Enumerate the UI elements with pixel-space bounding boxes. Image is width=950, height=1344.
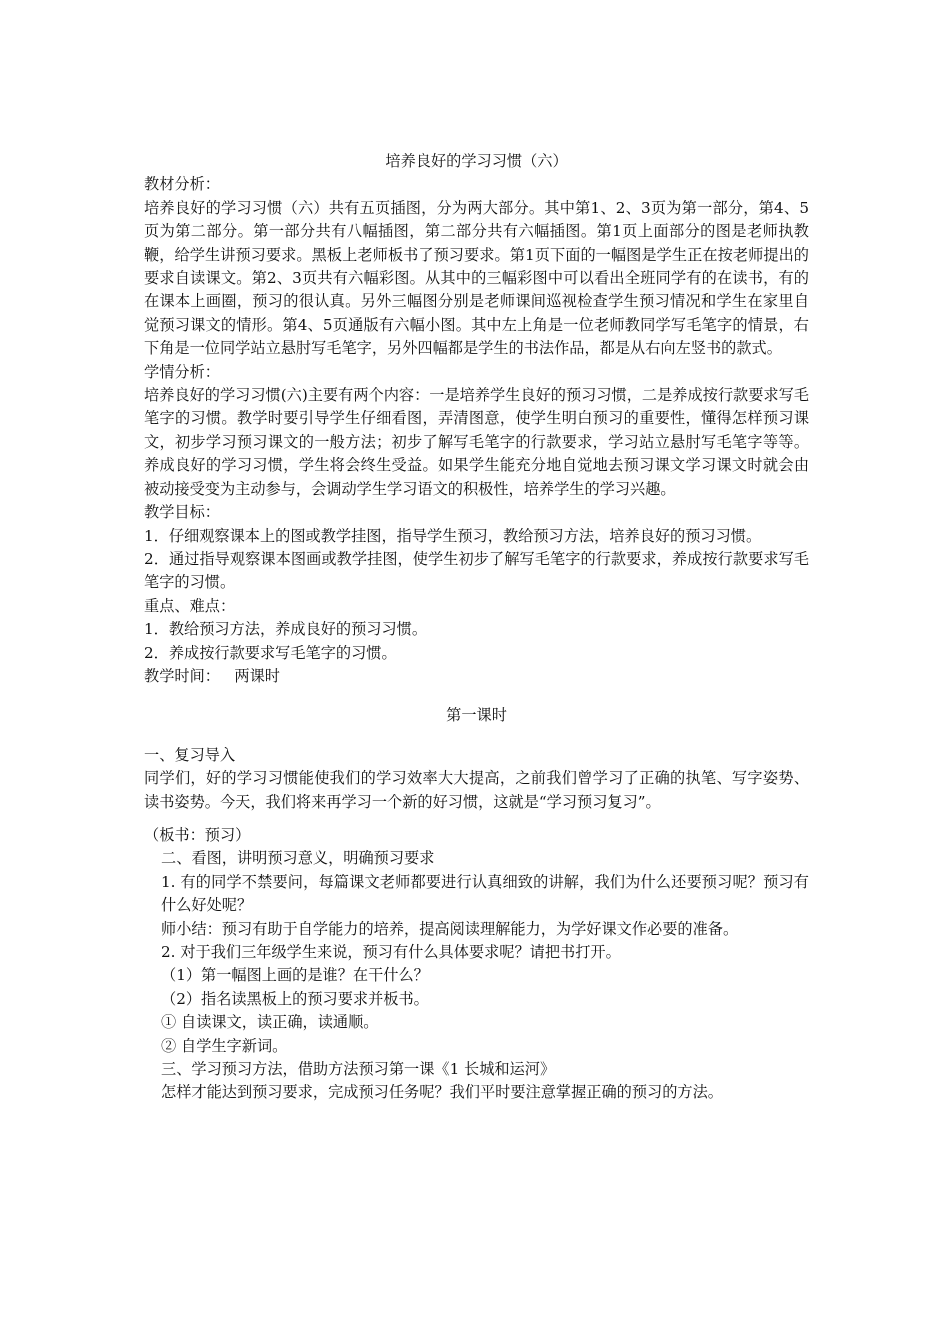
- part3-heading: 三、学习预习方法，借助方法预习第一课《1 长城和运河》: [161, 1060, 556, 1079]
- document-page: [144, 150, 809, 1105]
- document-title: 培养良好的学习习惯（六）: [385, 152, 568, 170]
- question-2a: （1）第一幅图上画的是谁？在干什么？: [161, 966, 429, 985]
- requirement-item: ② 自学生字新词。: [161, 1036, 288, 1055]
- question-2: 2. 对于我们三年级学生来说，预习有什么具体要求呢？请把书打开。: [161, 943, 621, 961]
- part3-body: 怎样才能达到预习要求，完成预习任务呢？我们平时要注意掌握正确的预习的方法。: [161, 1083, 723, 1102]
- part2-heading: 二、看图，讲明预习意义，明确预习要求: [161, 849, 435, 868]
- teaching-goals-heading: 教学目标：: [144, 503, 220, 522]
- part1-heading: 一、复习导入: [144, 745, 236, 764]
- teacher-summary: 师小结：预习有助于自学能力的培养，提高阅读理解能力，为学好课文作必要的准备。: [161, 919, 739, 938]
- student-analysis-body: 培养良好的学习习惯(六)主要有两个内容：一是培养学生良好的预习习惯，二是养成按行款要求写毛笔字的习惯。教学时要引导学生仔细看图，弄清图意，使学生明白预习的重要性，懂得怎样预习课文，初步学习预习课文的一般方法；初步了解写毛笔字的行款要求，学习站立悬肘写毛笔字等等。养成良好的学习习惯，学生将会终生受益。如果学生能充分地自觉地去预习课文学习课文时就会由被动接受变为主动参与，会调动学生学习语文的积极性，培养学生的学习兴趣。: [144, 386, 809, 498]
- question-1: 1. 有的同学不禁要问，每篇课文老师都要进行认真细致的讲解，我们为什么还要预习呢？预习有什么好处呢？: [161, 872, 809, 915]
- teaching-goal-item: 2．通过指导观察课本图画或教学挂图，使学生初步了解写毛笔字的行款要求，养成按行款要求写毛笔字的习惯。: [144, 549, 809, 592]
- spacer: [144, 814, 809, 824]
- material-analysis-body: 培养良好的学习习惯（六）共有五页插图，分为两大部分。其中第1、2、3页为第一部分，第4、5页为第二部分。第一部分共有八幅插图，第二部分共有六幅插图。第1页上面部分的图是老师执教鞭，给学生讲预习要求。黑板上老师板书了预习要求。第1页下面的一幅图是学生正在按老师提出的要求自读课文。第2、3页共有六幅彩图。从其中的三幅彩图中可以看出全班同学有的在读书，有的在课本上画圈，预习的很认真。另外三幅图分别是老师课间巡视检查学生预习情况和学生在家里自觉预习课文的情形。第4、5页通版有六幅小图。其中左上角是一位老师教同学写毛笔字的情景，右下角是一位同学站立悬肘写毛笔字，另外四幅都是学生的书法作品，都是从右向左竖书的款式。: [144, 198, 809, 358]
- key-point-item: 2．养成按行款要求写毛笔字的习惯。: [144, 643, 397, 662]
- board-note: （板书：预习）: [144, 825, 251, 844]
- student-analysis-heading: 学情分析：: [144, 362, 220, 381]
- key-point-item: 1．教给预习方法，养成良好的预习习惯。: [144, 620, 428, 639]
- teaching-time: 教学时间： 两课时: [144, 666, 280, 685]
- material-analysis-heading: 教材分析：: [144, 175, 220, 194]
- question-2b: （2）指名读黑板上的预习要求并板书。: [161, 989, 429, 1008]
- key-points-heading: 重点、难点：: [144, 596, 236, 615]
- part1-body: 同学们，好的学习习惯能使我们的学习效率大大提高，之前我们曾学习了正确的执笔、写字姿势、读书姿势。今天，我们将来再学习一个新的好习惯，这就是“学习预习复习”。: [144, 769, 809, 811]
- teaching-goal-item: 1．仔细观察课本上的图或教学挂图，指导学生预习，教给预习方法，培养良好的预习习惯。: [144, 526, 762, 545]
- requirement-item: ① 自读课文，读正确，读通顺。: [161, 1013, 379, 1032]
- lesson-title: 第一课时: [446, 706, 507, 725]
